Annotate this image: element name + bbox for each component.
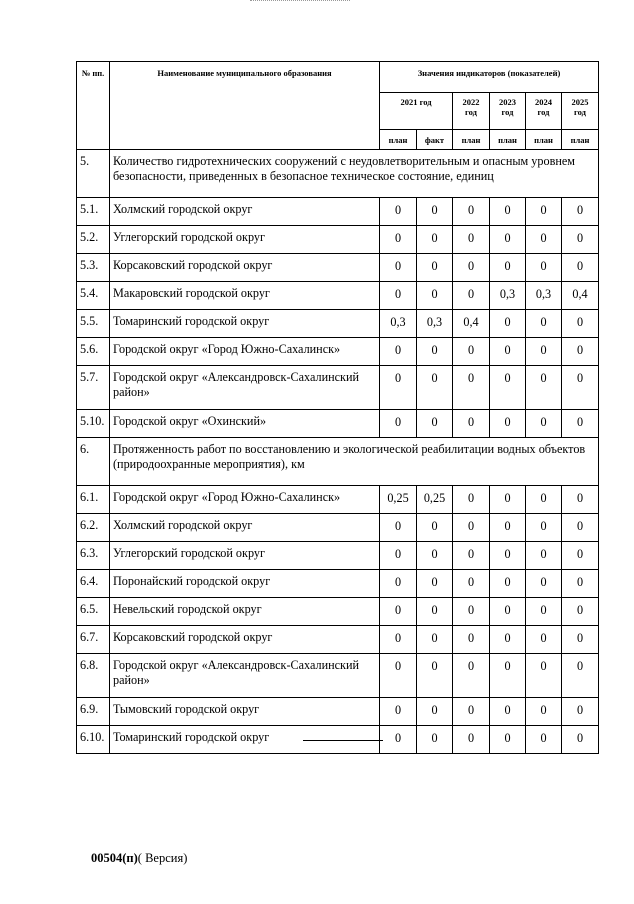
indicator-value: 0 [562, 626, 599, 654]
row-number: 5.5. [77, 310, 110, 338]
document-code [91, 851, 187, 866]
indicator-value: 0 [526, 598, 562, 626]
indicator-value: 0 [417, 626, 453, 654]
indicator-value: 0 [380, 226, 417, 254]
header-values: Значения индикаторов (показателей) [380, 62, 599, 93]
indicator-value: 0 [380, 598, 417, 626]
indicator-value: 0 [490, 254, 526, 282]
closing-rule [303, 740, 383, 741]
indicator-value: 0 [417, 542, 453, 570]
indicator-value: 0 [417, 198, 453, 226]
indicator-value: 0 [562, 338, 599, 366]
header-plan: план [380, 130, 417, 150]
indicator-value: 0 [417, 514, 453, 542]
indicator-value: 0 [380, 338, 417, 366]
header-fact: факт [417, 130, 453, 150]
indicator-value: 0 [417, 226, 453, 254]
indicator-value: 0 [380, 626, 417, 654]
indicator-value: 0 [417, 282, 453, 310]
indicator-value: 0 [453, 410, 490, 438]
indicator-value: 0 [526, 570, 562, 598]
indicator-value: 0 [490, 338, 526, 366]
row-number: 6.2. [77, 514, 110, 542]
municipality-name: Городской округ «Охинский» [110, 410, 380, 438]
indicator-value: 0 [562, 698, 599, 726]
municipality-name: Тымовский городской округ [110, 698, 380, 726]
header-year-2022: 2022 год [453, 93, 490, 130]
header-name: Наименование муниципального образования [110, 62, 380, 150]
table-body [77, 150, 599, 754]
indicators-table [76, 61, 599, 754]
indicator-value: 0 [380, 198, 417, 226]
row-number: 5.3. [77, 254, 110, 282]
indicator-value: 0 [380, 542, 417, 570]
municipality-name: Городской округ «Александровск-Сахалинский район» [110, 654, 380, 698]
header-year-2021: 2021 год [380, 93, 453, 130]
header-year-2023: 2023 год [490, 93, 526, 130]
indicator-value: 0 [490, 698, 526, 726]
table-row [77, 198, 599, 226]
section-row [77, 150, 599, 198]
indicator-value: 0 [526, 654, 562, 698]
indicator-value: 0 [562, 366, 599, 410]
document-version: ( Версия) [137, 851, 188, 865]
indicator-value: 0 [490, 486, 526, 514]
table-row [77, 570, 599, 598]
indicator-value: 0 [526, 366, 562, 410]
indicator-value: 0 [526, 410, 562, 438]
indicator-value: 0 [453, 654, 490, 698]
row-number: 6.8. [77, 654, 110, 698]
municipality-name: Городской округ «Город Южно-Сахалинск» [110, 338, 380, 366]
table-row [77, 654, 599, 698]
header-plan: план [490, 130, 526, 150]
indicator-value: 0 [526, 338, 562, 366]
table-row [77, 410, 599, 438]
indicator-value: 0 [490, 226, 526, 254]
top-dots [250, 0, 350, 2]
indicator-value: 0 [453, 542, 490, 570]
table-row [77, 254, 599, 282]
table-row [77, 542, 599, 570]
row-number: 6.5. [77, 598, 110, 626]
indicator-value: 0 [417, 598, 453, 626]
indicator-value: 0 [526, 486, 562, 514]
table-row [77, 486, 599, 514]
municipality-name: Городской округ «Город Южно-Сахалинск» [110, 486, 380, 514]
indicator-value: 0 [417, 570, 453, 598]
indicator-value: 0 [453, 254, 490, 282]
indicator-value: 0 [453, 514, 490, 542]
row-number: 6.9. [77, 698, 110, 726]
indicator-value: 0,3 [490, 282, 526, 310]
indicator-value: 0 [453, 598, 490, 626]
header-no: № пп. [77, 62, 110, 150]
indicator-value: 0 [490, 542, 526, 570]
municipality-name: Холмский городской округ [110, 514, 380, 542]
header-year-2024: 2024 год [526, 93, 562, 130]
indicator-value: 0 [417, 726, 453, 754]
municipality-name: Невельский городской округ [110, 598, 380, 626]
section-title: Протяженность работ по восстановлению и экологической реабилитации водных объектов (природоохранные мероприятия), км [110, 438, 599, 486]
indicator-value: 0 [380, 410, 417, 438]
row-number: 5.7. [77, 366, 110, 410]
indicator-value: 0 [417, 410, 453, 438]
indicator-value: 0 [490, 410, 526, 438]
table-row [77, 698, 599, 726]
indicator-value: 0 [562, 654, 599, 698]
indicator-value: 0 [453, 282, 490, 310]
indicator-value: 0 [562, 726, 599, 754]
row-number: 6.10. [77, 726, 110, 754]
indicator-value: 0 [562, 514, 599, 542]
table-row [77, 338, 599, 366]
indicator-value: 0 [380, 570, 417, 598]
header-plan: план [526, 130, 562, 150]
table-row [77, 310, 599, 338]
indicator-value: 0 [453, 226, 490, 254]
indicator-value: 0 [380, 514, 417, 542]
indicator-value: 0 [380, 366, 417, 410]
indicator-value: 0 [417, 338, 453, 366]
section-title: Количество гидротехнических сооружений с неудовлетворительным и опасным уровнем безопасности, приведенных в безопасное техническое состояние, единиц [110, 150, 599, 198]
indicator-value: 0 [490, 598, 526, 626]
indicator-value: 0 [526, 514, 562, 542]
table-row [77, 514, 599, 542]
indicator-value: 0 [526, 254, 562, 282]
indicator-value: 0 [562, 226, 599, 254]
indicator-value: 0,3 [380, 310, 417, 338]
row-number: 6.3. [77, 542, 110, 570]
municipality-name: Городской округ «Александровск-Сахалинский район» [110, 366, 380, 410]
indicator-value: 0 [562, 310, 599, 338]
header-plan: план [562, 130, 599, 150]
row-number: 5.2. [77, 226, 110, 254]
row-number: 5.10. [77, 410, 110, 438]
indicator-value: 0,3 [526, 282, 562, 310]
indicator-value: 0 [562, 410, 599, 438]
indicator-value: 0 [562, 486, 599, 514]
indicator-value: 0 [490, 626, 526, 654]
indicator-value: 0 [562, 198, 599, 226]
indicator-value: 0 [453, 338, 490, 366]
indicator-value: 0 [562, 570, 599, 598]
indicator-value: 0 [490, 198, 526, 226]
indicator-value: 0 [417, 254, 453, 282]
section-row [77, 438, 599, 486]
indicator-value: 0,4 [453, 310, 490, 338]
municipality-name: Томаринский городской округ [110, 726, 380, 754]
indicator-value: 0,25 [417, 486, 453, 514]
table-row [77, 282, 599, 310]
indicator-value: 0 [417, 654, 453, 698]
indicator-value: 0,25 [380, 486, 417, 514]
indicator-value: 0 [526, 726, 562, 754]
table-row [77, 226, 599, 254]
indicator-value: 0 [380, 654, 417, 698]
indicator-value: 0 [417, 698, 453, 726]
row-number: 5.4. [77, 282, 110, 310]
indicator-value: 0 [526, 542, 562, 570]
table-row [77, 598, 599, 626]
indicator-value: 0 [490, 366, 526, 410]
municipality-name: Корсаковский городской округ [110, 254, 380, 282]
indicator-value: 0 [562, 254, 599, 282]
indicator-value: 0 [380, 698, 417, 726]
indicator-value: 0 [380, 726, 417, 754]
indicator-value: 0 [526, 626, 562, 654]
indicator-value: 0 [490, 726, 526, 754]
row-number: 5. [77, 150, 110, 198]
indicator-value: 0 [526, 698, 562, 726]
indicator-value: 0 [453, 198, 490, 226]
row-number: 6. [77, 438, 110, 486]
municipality-name: Томаринский городской округ [110, 310, 380, 338]
indicator-value: 0 [526, 198, 562, 226]
indicator-value: 0 [453, 366, 490, 410]
municipality-name: Поронайский городской округ [110, 570, 380, 598]
indicator-value: 0 [380, 282, 417, 310]
indicator-value: 0,3 [417, 310, 453, 338]
row-number: 6.1. [77, 486, 110, 514]
municipality-name: Макаровский городской округ [110, 282, 380, 310]
row-number: 5.6. [77, 338, 110, 366]
row-number: 5.1. [77, 198, 110, 226]
municipality-name: Корсаковский городской округ [110, 626, 380, 654]
row-number: 6.7. [77, 626, 110, 654]
indicator-value: 0 [417, 366, 453, 410]
indicator-value: 0 [453, 570, 490, 598]
header-plan: план [453, 130, 490, 150]
header-year-2025: 2025 год [562, 93, 599, 130]
indicator-value: 0 [490, 310, 526, 338]
indicator-value: 0 [490, 654, 526, 698]
municipality-name: Холмский городской округ [110, 198, 380, 226]
document-number: 00504(п) [91, 851, 138, 865]
municipality-name: Углегорский городской округ [110, 226, 380, 254]
indicator-value: 0,4 [562, 282, 599, 310]
table-row [77, 626, 599, 654]
indicator-value: 0 [453, 626, 490, 654]
indicator-value: 0 [453, 726, 490, 754]
table-row [77, 366, 599, 410]
indicator-value: 0 [562, 542, 599, 570]
row-number: 6.4. [77, 570, 110, 598]
indicator-value: 0 [453, 698, 490, 726]
indicator-value: 0 [490, 514, 526, 542]
indicator-value: 0 [490, 570, 526, 598]
indicator-value: 0 [453, 486, 490, 514]
indicator-value: 0 [526, 226, 562, 254]
indicator-value: 0 [380, 254, 417, 282]
indicator-value: 0 [526, 310, 562, 338]
municipality-name: Углегорский городской округ [110, 542, 380, 570]
indicator-value: 0 [562, 598, 599, 626]
